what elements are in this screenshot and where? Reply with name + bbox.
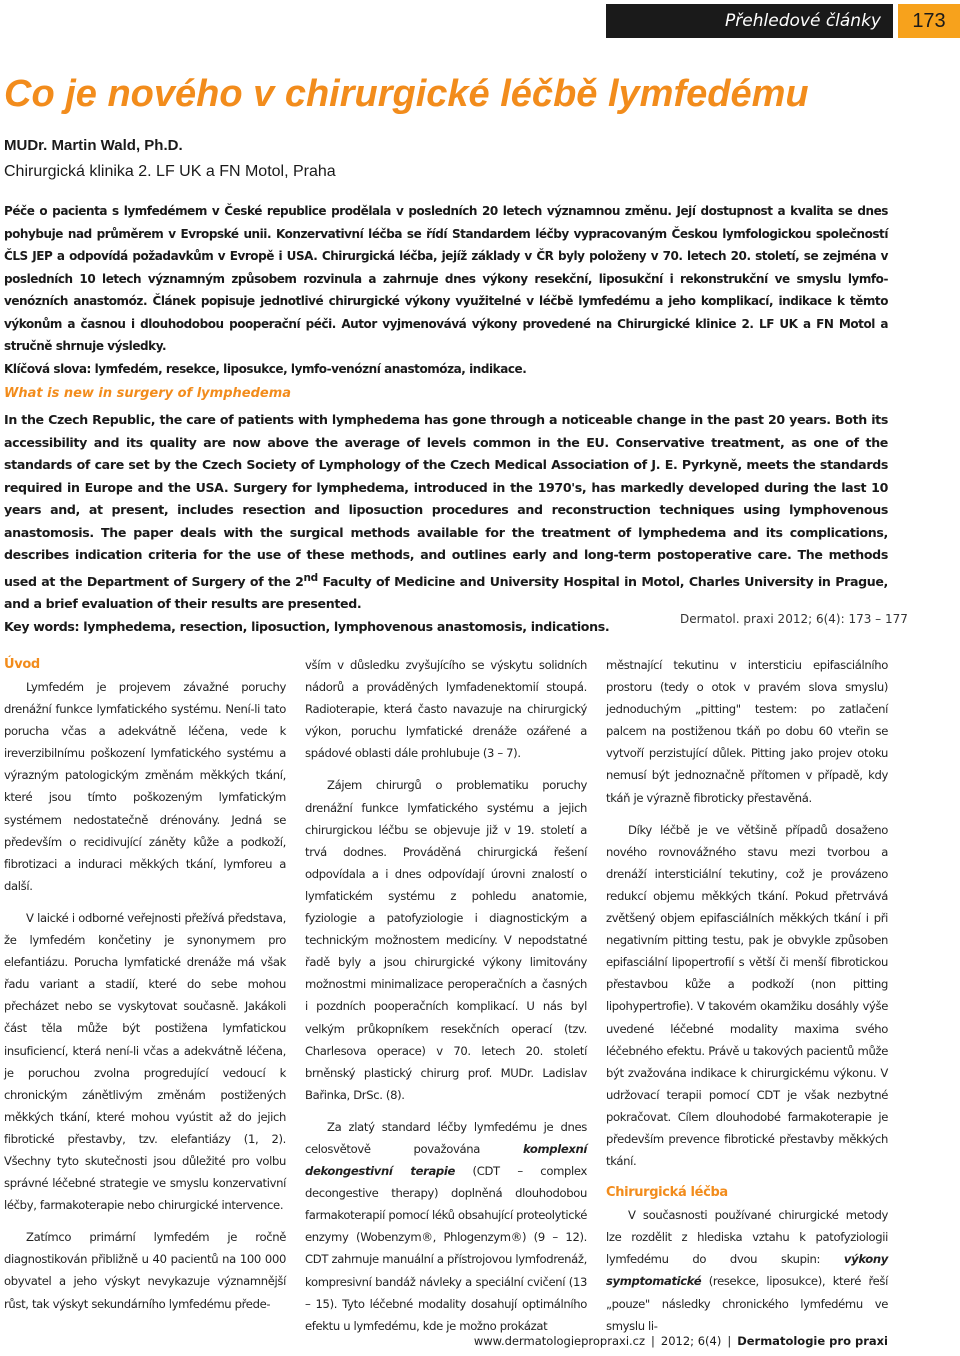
footer-separator: | — [727, 1334, 732, 1348]
paragraph: Lymfedém je projevem závažné poruchy drenážní funkce lymfatického systému. Není-li tato porucha včas a adekvátně léčena, vede k ireverzibilnímu poškození lymfatického systému a výrazným patologickým změnám měkkých tkání, které jsou tímto poškozeným lymfatickým systémem nedostatečně drénovány. Jedná se především o recidivující záněty kůže a podkoží, fibrotizaci a induraci měkkých tkání, lymforeu a další. — [4, 680, 286, 893]
body-column-1 — [4, 654, 286, 1315]
emphasis-term: výkony symptomatické — [606, 1252, 888, 1289]
abstract-english-sup: nd — [303, 571, 318, 584]
keywords-czech-label: Klíčová slova: — [4, 361, 91, 376]
paragraph — [606, 1204, 888, 1337]
paragraph: V laické i odborné veřejnosti přežívá představa, že lymfedém končetiny je synonymem pro elefantiázu. Porucha lymfatické drenáže má však řadu variant a stadií, které do sebe mohou přecházet nebo se vyskytovat současně. Jakákoli část těla může být postižena lymfatickou insuficiencí, která není-li včas a adekvátně léčena, je poruchou zvolna progredující vedoucí k chronickým zánětlivým změnám postižených měkkých tkání, které mohou vyústit až do jejich fibrotické přestavby, tzv. elefantiázy (1, 2). Všechny tyto skutečnosti jsou důležité pro volbu správné léčebné strategie ve smyslu konzervativní léčby, farmakoterapie nebo chirurgické intervence. — [4, 910, 286, 1213]
footer-journal: Dermatologie pro praxi — [737, 1334, 888, 1348]
keywords-english-label: Key words: — [4, 618, 80, 634]
article-title: Co je nového v chirurgické léčbě lymfedému — [4, 73, 809, 115]
page-footer — [470, 1334, 888, 1348]
footer-issue: 2012; 6(4) — [660, 1334, 722, 1348]
author-affiliation: Chirurgická klinika 2. LF UK a FN Motol, Praha — [4, 163, 336, 180]
paragraph-text: (resekce, liposukce), které řeší „pouze" následky chronického lymfedému ve smyslu li- — [606, 1274, 888, 1333]
page-number: 173 — [898, 4, 960, 38]
citation: Dermatol. praxi 2012; 6(4): 173 – 177 — [680, 612, 908, 626]
section-header: Přehledové články — [606, 4, 893, 38]
paragraph: Díky léčbě je ve většině případů dosaženo nového rovnovážného stavu mezi tvorbou a drenáží intersticiální tekutiny, což je provázeno redukcí objemu měkkých tkání. Pokud přetrvává zvětšený objem epifasciálních měkkých tkání i při negativním pitting testu, pak je obvykle způsoben epifasciální lipopertrofií s větší či menší fibrotickou přestavbou kůže a podkoží (non pitting lipohypertrofie). V takovém okamžiku dosáhly výše uvedené léčebné modality maxima svého léčebného efektu. Právě u takových pacientů může být zvažována indikace k chirurgickému výkonu. V udržovací terapii pomocí CDT je však nezbytné pokračovat. Cílem dlouhodobé farmakoterapie je především prevence fibrotické přestavby měkkých tkání. — [606, 822, 888, 1169]
section-heading-uvod: Úvod — [4, 657, 40, 672]
body-column-3 — [606, 654, 888, 1337]
section-heading-surgery: Chirurgická léčba — [606, 1185, 728, 1201]
keywords-english: lymphedema, resection, liposuction, lymphovenous anastomosis, indications. — [83, 618, 610, 634]
english-title: What is new in surgery of lymphedema — [4, 386, 292, 401]
abstract-english — [4, 409, 888, 638]
body-column-2 — [305, 654, 587, 1337]
keywords-czech: lymfedém, resekce, liposukce, lymfo-venózní anastomóza, indikace. — [94, 361, 527, 376]
abstract-czech — [4, 200, 888, 380]
paragraph-text: (CDT – complex decongestive therapy) doplněná dlouhodobou farmakoterapií pomocí léků obsahující proteolytické enzymy (Wobenzym®, Phlogenzym®) (9 – 12). CDT zahrnuje manuální a přístrojovou lymfodrenáž, kompresivní bandáž návleky a speciální cvičení (13 – 15). Tyto léčebné modality dosahují optimálního efektu u lymfedému, kde je možno prokázat — [305, 1164, 588, 1333]
footer-url[interactable]: www.dermatologiepropraxi.cz — [473, 1334, 646, 1348]
author-name: MUDr. Martin Wald, Ph.D. — [4, 137, 183, 154]
paragraph — [305, 1116, 587, 1337]
paragraph: Zatímco primární lymfedém je ročně diagnostikován přibližně u 40 pacientů na 100 000 obyvatel a jeho výskyt nevykazuje významnější růst, tak výskyt sekundárního lymfedému přede- — [4, 1230, 286, 1311]
emphasis-term: komplexní dekongestivní terapie — [305, 1141, 587, 1179]
abstract-english-text-1: In the Czech Republic, the care of patients with lymphedema has gone through a noticeable change in the past 20 years. Both its accessibility and its quality are now above the average of levels common in the EU. Conservative treatment, as one of the standards of care set by the Czech Society of Lymphology of the Czech Medical Association of J. E. Pyrkyně, meets the standards required in Europe and the USA. Surgery for lymphedema, introduced in the 1970's, has markedly developed during the last 10 years and, at present, includes resection and liposuction procedures and reconstruction techniques using lymphovenous anastomosis. The paper deals with the surgical methods available for the treatment of lymphedema and its complications, describes indication criteria for the use of these methods, and outlines early and long-term postoperative care. The methods used at the Department of Surgery of the 2 — [4, 412, 888, 589]
paragraph-text: Za zlatý standard léčby lymfedému je dnes celosvětově považována — [305, 1119, 587, 1156]
paragraph: vším v důsledku zvyšujícího se výskytu solidních nádorů a prováděných lymfadenektomií stoupá. Radioterapie, která často navazuje na chirurgický výkon, poruchu lymfatické drenáže ozářené a spádové oblasti dále prohlubuje (3 – 7). — [305, 658, 587, 761]
abstract-czech-text: Péče o pacienta s lymfedémem v České republice prodělala v posledních 20 letech významnou změnu. Její dostupnost a kvalita se dnes pohybuje nad průměrem v Evropské unii. Konzervativní léčba se řídí Standardem léčby vypracovaným Českou lymfologickou společností ČLS JEP a odpovídá požadavkům v Evropě i USA. Chirurgická léčba, jejíž základy v ČR byly položeny v 70. letech 20. století, se zejména v posledních 10 letech významným způsobem rozvinula a zahrnuje dnes výkony resekční, liposukční i rekonstrukční ve smyslu lymfo- venózních anastomóz. Článek popisuje jednotlivé chirurgické výkony využitelné v léčbě lymfedému a jeho komplikací, indikace k těmto výkonům a časnou i dlouhodobou pooperační péči. Autor vyjmenovává výkony provedené na Chirurgické klinice 2. LF UK a FN Motol a stručně shrnuje výsledky. — [4, 204, 888, 353]
paragraph: městnající tekutinu v intersticiu epifasciálního prostoru (tedy o otok v pravém slova smyslu) jednoduchým „pitting" testem: po zatlačení palcem na postiženou tkáň po dobu 60 vteřin se vytvoří perzistující důlek. Pitting jako projev otoku nemusí být jednoznačně přítomen v případě, kdy tkáň je výrazně fibroticky přestavěná. — [606, 658, 888, 805]
footer-separator: | — [651, 1334, 655, 1348]
abstract-english-text-2: Faculty of Medicine and University Hospital in Motol, Charles University in Prague, and a brief evaluation of their results are presented. — [4, 573, 888, 612]
paragraph-text: V současnosti používané chirurgické metody lze rozdělit z hlediska vztahu k patofyziologii lymfedému do dvou skupin: — [606, 1208, 888, 1267]
paragraph: Zájem chirurgů o problematiku poruchy drenážní funkce lymfatického systému a jejich chirurgickou léčbu se objevuje již v 19. století a trvá dodnes. Prováděná chirurgická řešení odpovídala a i dnes odpovídají úrovni znalostí o lymfatickém systému z pohledu anatomie, fyziologie a patofyziologie i diagnostickým a technickým možnostem medicíny. V nepodstatné řadě byly a jsou chirurgické výkony limitovány možnostmi minimalizace peroperačních a časných i pozdních pooperačních komplikací. U nás byl velkým průkopníkem resekčních operací (tzv. Charlesova operace) v 70. letech 20. století brněnský plastický chirurg prof. MUDr. Ladislav Bařinka, DrSc. (8). — [305, 778, 587, 1102]
